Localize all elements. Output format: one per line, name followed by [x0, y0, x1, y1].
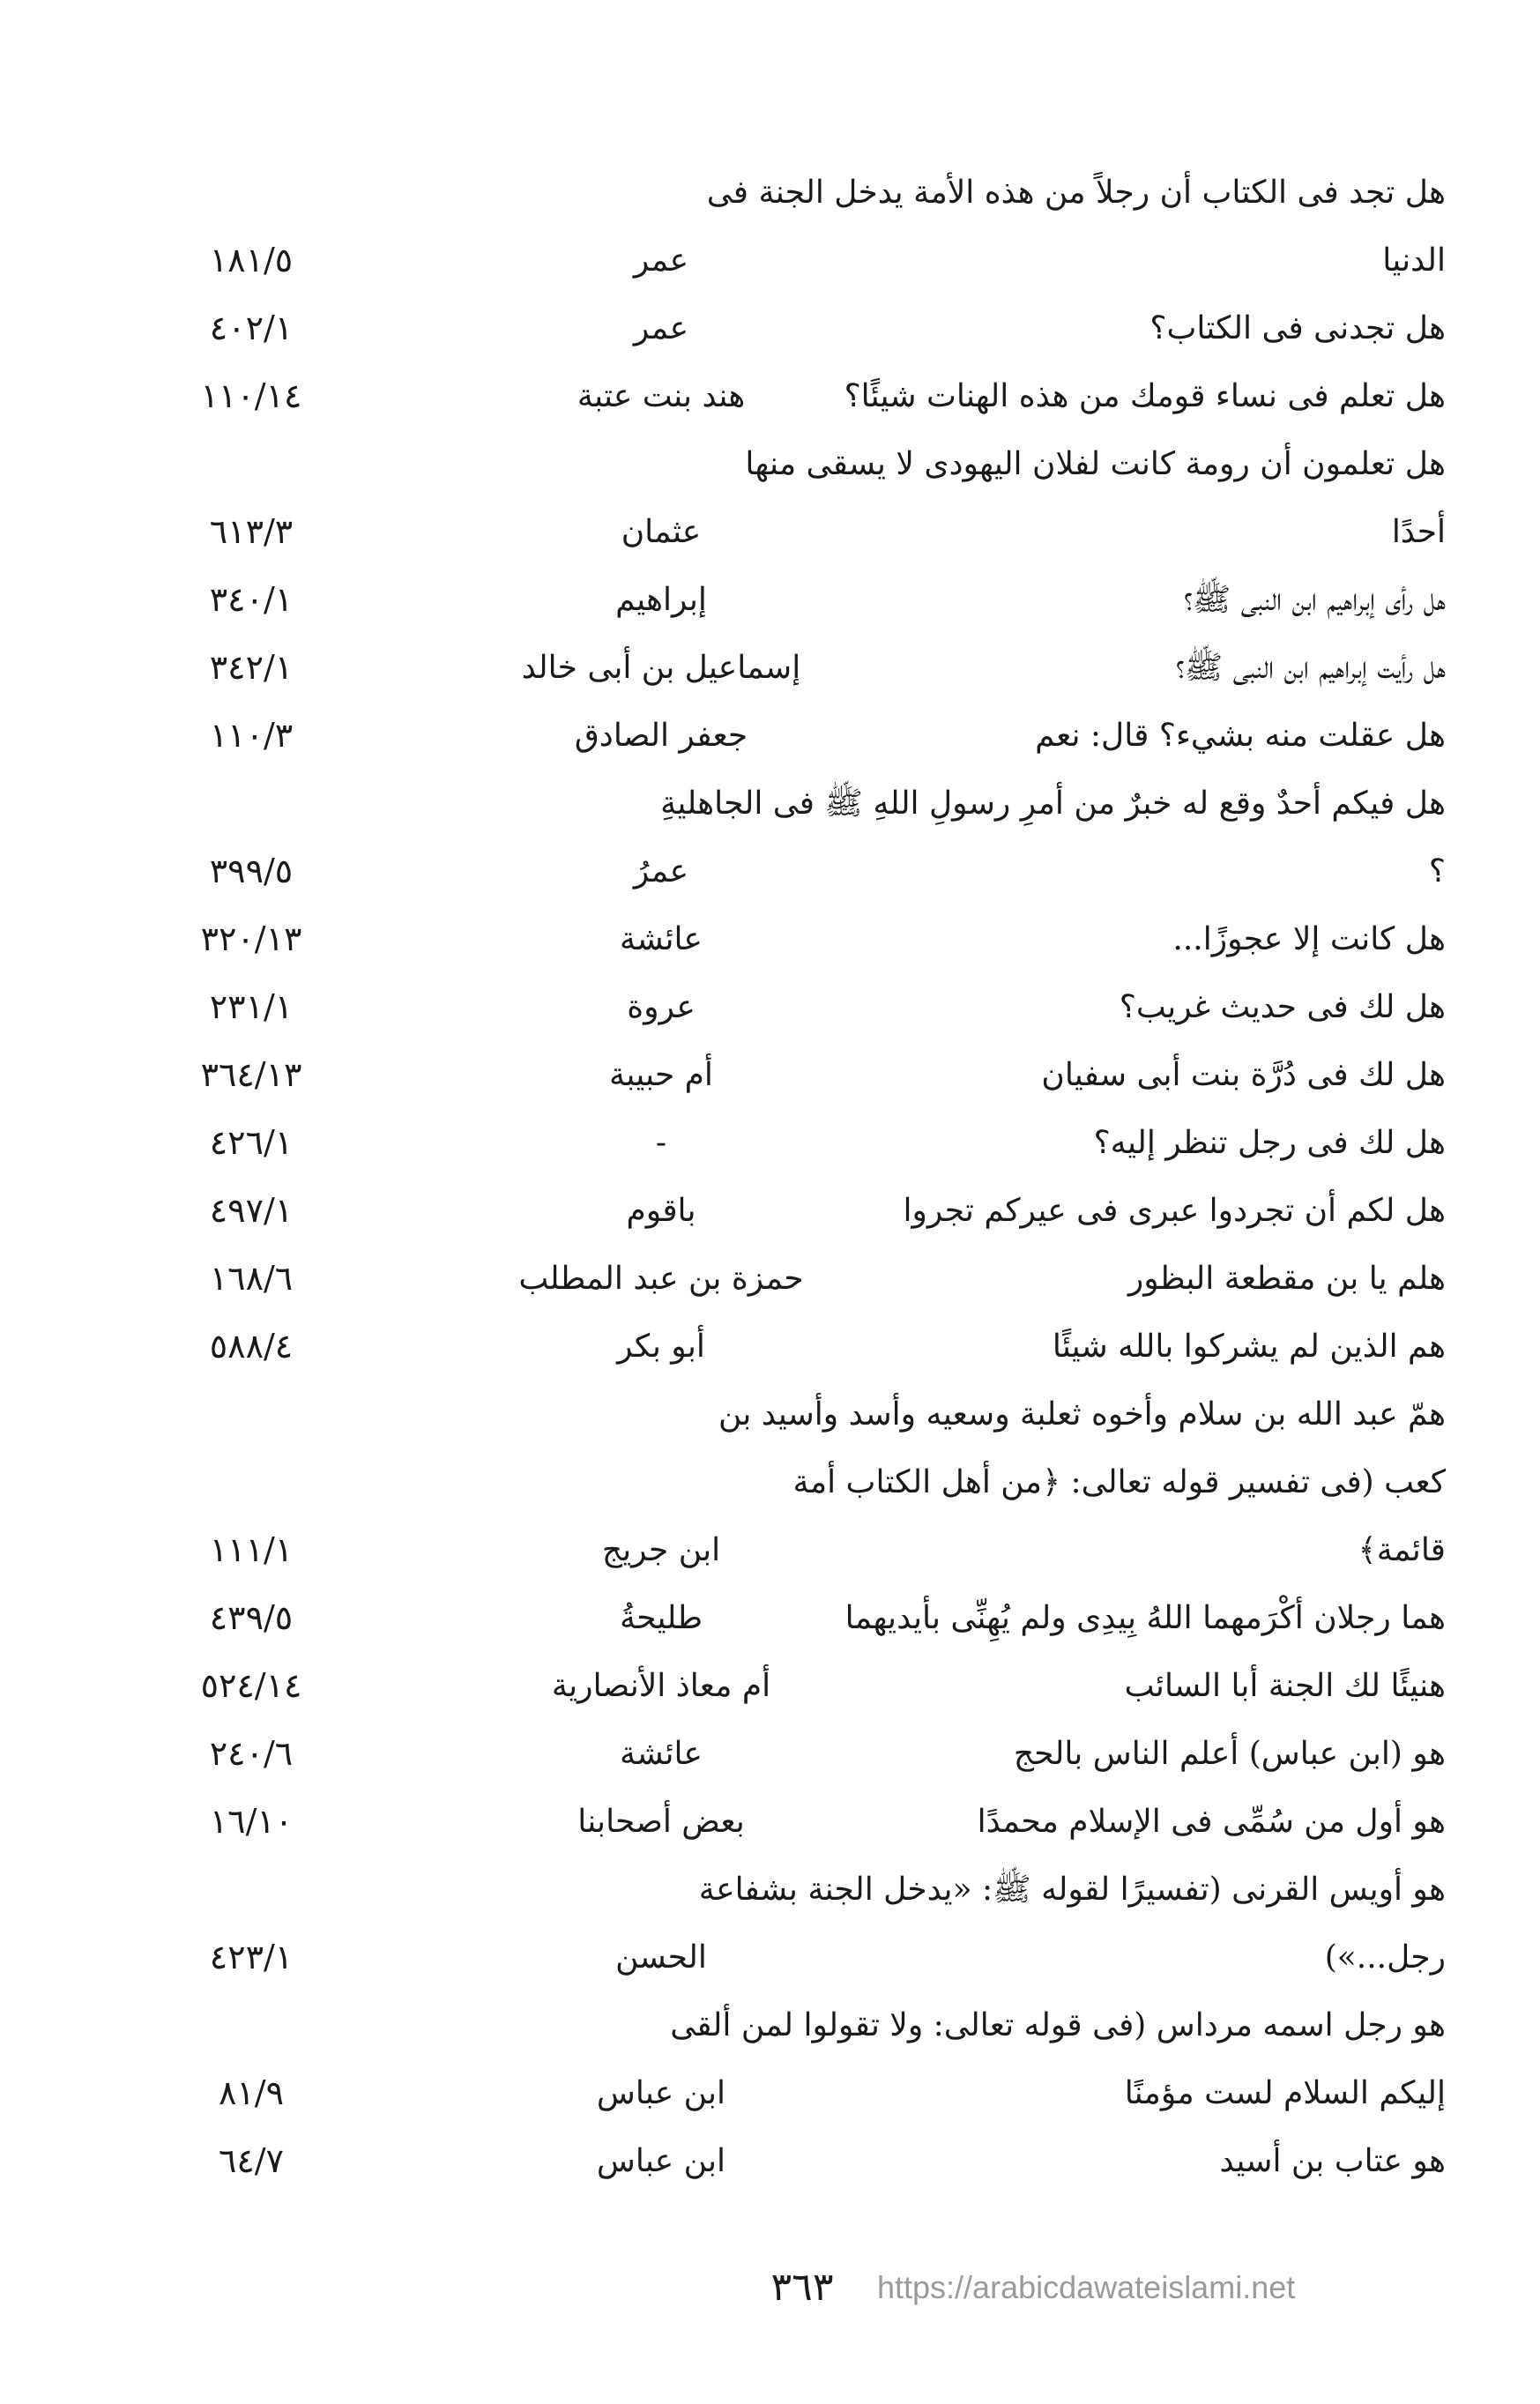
index-row — [159, 1652, 1446, 1720]
volume-page-reference: ١١٠/١٤ — [200, 376, 302, 415]
volume-page-reference: ٤٩٧/١ — [209, 1191, 294, 1230]
volume-page-reference: ٢٣١/١ — [209, 987, 294, 1026]
volume-page-reference: ٣٦٤/١٣ — [200, 1055, 302, 1094]
volume-page-reference — [159, 1856, 344, 1924]
index-row — [159, 1788, 1446, 1856]
hadith-text: هو أويس القرنى (تفسيرًا لقوله ﷺ: «يدخل الجنة بشفاعة — [698, 1872, 1446, 1908]
narrator: عمر — [633, 242, 689, 279]
hadith-text: هل كانت إلا عجوزًا... — [1172, 921, 1446, 957]
index-row — [159, 837, 1446, 905]
volume-page-reference: ٨١/٩ — [218, 2073, 285, 2112]
narrator — [458, 1856, 864, 1924]
index-row — [159, 362, 1446, 430]
index-row — [159, 498, 1446, 566]
page-number: ٣٦٣ — [770, 2265, 834, 2310]
hadith-text: هل لك فى رجل تنظر إليه؟ — [1093, 1125, 1446, 1161]
index-row — [159, 2059, 1446, 2127]
index-row — [159, 159, 1446, 227]
narrator — [458, 1381, 864, 1448]
narrator: عروة — [627, 989, 696, 1025]
narrator: باقوم — [626, 1193, 696, 1229]
hadith-text: هو (ابن عباس) أعلم الناس بالحج — [1013, 1736, 1446, 1772]
index-row — [159, 227, 1446, 294]
hadith-text: هل رأيت إبراهيم ابن النبى ﷺ؟ — [1175, 650, 1446, 686]
hadith-text: هم الذين لم يشركوا بالله شيئًا — [1052, 1329, 1446, 1365]
narrator: عائشة — [620, 1736, 703, 1772]
volume-page-reference: ١٦/١٠ — [209, 1802, 294, 1841]
narrator: أم حبيبة — [609, 1057, 713, 1093]
volume-page-reference: ٤٠٢/١ — [209, 309, 294, 347]
hadith-text: كعب (فى تفسير قوله تعالى: ﴿من أهل الكتاب أمة — [792, 1464, 1446, 1500]
narrator: إسماعيل بن أبى خالد — [521, 650, 801, 686]
hadith-text: أحدًا — [1391, 514, 1446, 550]
volume-page-reference: ٤٣٩/٥ — [209, 1598, 294, 1637]
narrator: عثمان — [621, 514, 702, 550]
narrator: عمر — [633, 310, 689, 346]
volume-page-reference: ٥٢٤/١٤ — [200, 1666, 302, 1705]
narrator: أبو بكر — [617, 1329, 705, 1365]
narrator — [458, 1991, 864, 2059]
volume-page-reference: ١٨١/٥ — [209, 241, 294, 279]
index-row — [159, 1177, 1446, 1245]
hadith-text: هل فيكم أحدٌ وقع له خبرٌ من أمرِ رسولِ اللهِ ﷺ فى الجاهليةِ — [660, 785, 1446, 822]
index-row — [159, 1856, 1446, 1924]
volume-page-reference: ٥٨٨/٤ — [209, 1327, 294, 1366]
narrator — [458, 1448, 864, 1516]
hadith-text: هو أول من سُمِّى فى الإسلام محمدًا — [977, 1804, 1446, 1840]
index-row — [159, 702, 1446, 770]
hadith-text: هل رأى إبراهيم ابن النبى ﷺ؟ — [1183, 582, 1446, 618]
hadith-text: هو رجل اسمه مرداس (فى قوله تعالى: ولا تقولوا لمن ألقى — [670, 2007, 1446, 2043]
index-row — [159, 905, 1446, 973]
index-row — [159, 1584, 1446, 1652]
narrator: هند بنت عتبة — [577, 378, 746, 414]
volume-page-reference: ٦١٣/٣ — [209, 512, 294, 551]
narrator — [458, 430, 864, 498]
hadith-text: قائمة﴾ — [1358, 1532, 1446, 1568]
narrator: ابن جريج — [601, 1532, 721, 1568]
watermark-url[interactable]: https://arabicdawateislami.net — [877, 2269, 1296, 2305]
hadith-text: ؟ — [1428, 853, 1446, 889]
hadith-text: هل لكم أن تجردوا عبرى فى عيركم تجروا — [903, 1193, 1446, 1229]
volume-page-reference: ٤٢٣/١ — [209, 1938, 294, 1976]
hadith-text: هلم يا بن مقطعة البظور — [1127, 1261, 1446, 1297]
index-row — [159, 1924, 1446, 1991]
volume-page-reference: ٣٤٢/١ — [209, 648, 294, 687]
volume-page-reference: ٤٢٦/١ — [209, 1123, 294, 1162]
narrator: الحسن — [615, 1939, 707, 1976]
narrator: ابن عباس — [596, 2143, 726, 2179]
hadith-text: هل لك فى دُرَّة بنت أبى سفيان — [1041, 1057, 1446, 1093]
narrator: حمزة بن عبد المطلب — [518, 1261, 804, 1297]
narrator: عائشة — [620, 921, 703, 957]
hadith-text: همّ عبد الله بن سلام وأخوه ثعلبة وسعيه وأسد وأسيد بن — [718, 1396, 1446, 1433]
narrator: ابن عباس — [596, 2075, 726, 2111]
hadith-text: هل تعلم فى نساء قومك من هذه الهنات شيئًا؟ — [844, 378, 1446, 414]
volume-page-reference: ١١٠/٣ — [209, 716, 294, 755]
hadith-text: هل تعلمون أن رومة كانت لفلان اليهودى لا يسقى منها — [745, 446, 1446, 482]
index-row — [159, 1245, 1446, 1313]
hadith-text: إليكم السلام لست مؤمنًا — [1124, 2075, 1446, 2111]
volume-page-reference: ١٦٨/٦ — [209, 1259, 294, 1298]
hadith-text: هما رجلان أكْرَمهما اللهُ بِيدِى ولم يُهِنِّى بأيديهما — [844, 1600, 1446, 1636]
narrator — [458, 770, 864, 837]
hadith-text: الدنيا — [1382, 242, 1446, 279]
hadith-text: هل عقلت منه بشيء؟ قال: نعم — [1035, 718, 1446, 754]
index-row — [159, 294, 1446, 362]
index-row — [159, 1448, 1446, 1516]
index-row — [159, 1991, 1446, 2059]
narrator: طليحةُ — [620, 1600, 703, 1636]
hadith-text: هنيئًا لك الجنة أبا السائب — [1124, 1668, 1446, 1704]
hadith-index-table — [159, 159, 1446, 2195]
narrator — [458, 159, 864, 227]
volume-page-reference — [159, 770, 344, 837]
volume-page-reference: ١١١/١ — [209, 1530, 294, 1569]
narrator: بعض أصحابنا — [577, 1804, 745, 1840]
hadith-text: هو عتاب بن أسيد — [1219, 2143, 1446, 2179]
volume-page-reference — [159, 1381, 344, 1448]
volume-page-reference — [159, 430, 344, 498]
hadith-text: هل تجدنى فى الكتاب؟ — [1149, 310, 1446, 346]
index-row — [159, 770, 1446, 837]
narrator: جعفر الصادق — [574, 718, 748, 754]
page-footer — [0, 2257, 1540, 2318]
volume-page-reference — [159, 1991, 344, 2059]
hadith-text: هل لك فى حديث غريب؟ — [1119, 989, 1446, 1025]
index-row — [159, 1313, 1446, 1381]
index-row — [159, 430, 1446, 498]
volume-page-reference: ٣٢٠/١٣ — [200, 919, 302, 958]
volume-page-reference: ٣٩٩/٥ — [209, 852, 294, 890]
narrator: إبراهيم — [615, 582, 707, 618]
narrator: عمرُ — [633, 853, 689, 889]
index-row — [159, 2127, 1446, 2195]
hadith-text: رجل...») — [1324, 1939, 1446, 1976]
index-row — [159, 634, 1446, 702]
index-row — [159, 1720, 1446, 1788]
index-row — [159, 1041, 1446, 1109]
index-row — [159, 1381, 1446, 1448]
volume-page-reference: ٣٤٠/١ — [209, 580, 294, 619]
index-row — [159, 1109, 1446, 1177]
narrator: أم معاذ الأنصارية — [551, 1668, 771, 1704]
volume-page-reference — [159, 1448, 344, 1516]
index-row — [159, 1516, 1446, 1584]
volume-page-reference: ٦٤/٧ — [218, 2141, 285, 2180]
hadith-text: هل تجد فى الكتاب أن رجلاً من هذه الأمة يدخل الجنة فى — [706, 175, 1446, 211]
narrator: - — [655, 1125, 667, 1161]
index-row — [159, 566, 1446, 634]
index-row — [159, 973, 1446, 1041]
volume-page-reference: ٢٤٠/٦ — [209, 1734, 294, 1773]
volume-page-reference — [159, 159, 344, 227]
